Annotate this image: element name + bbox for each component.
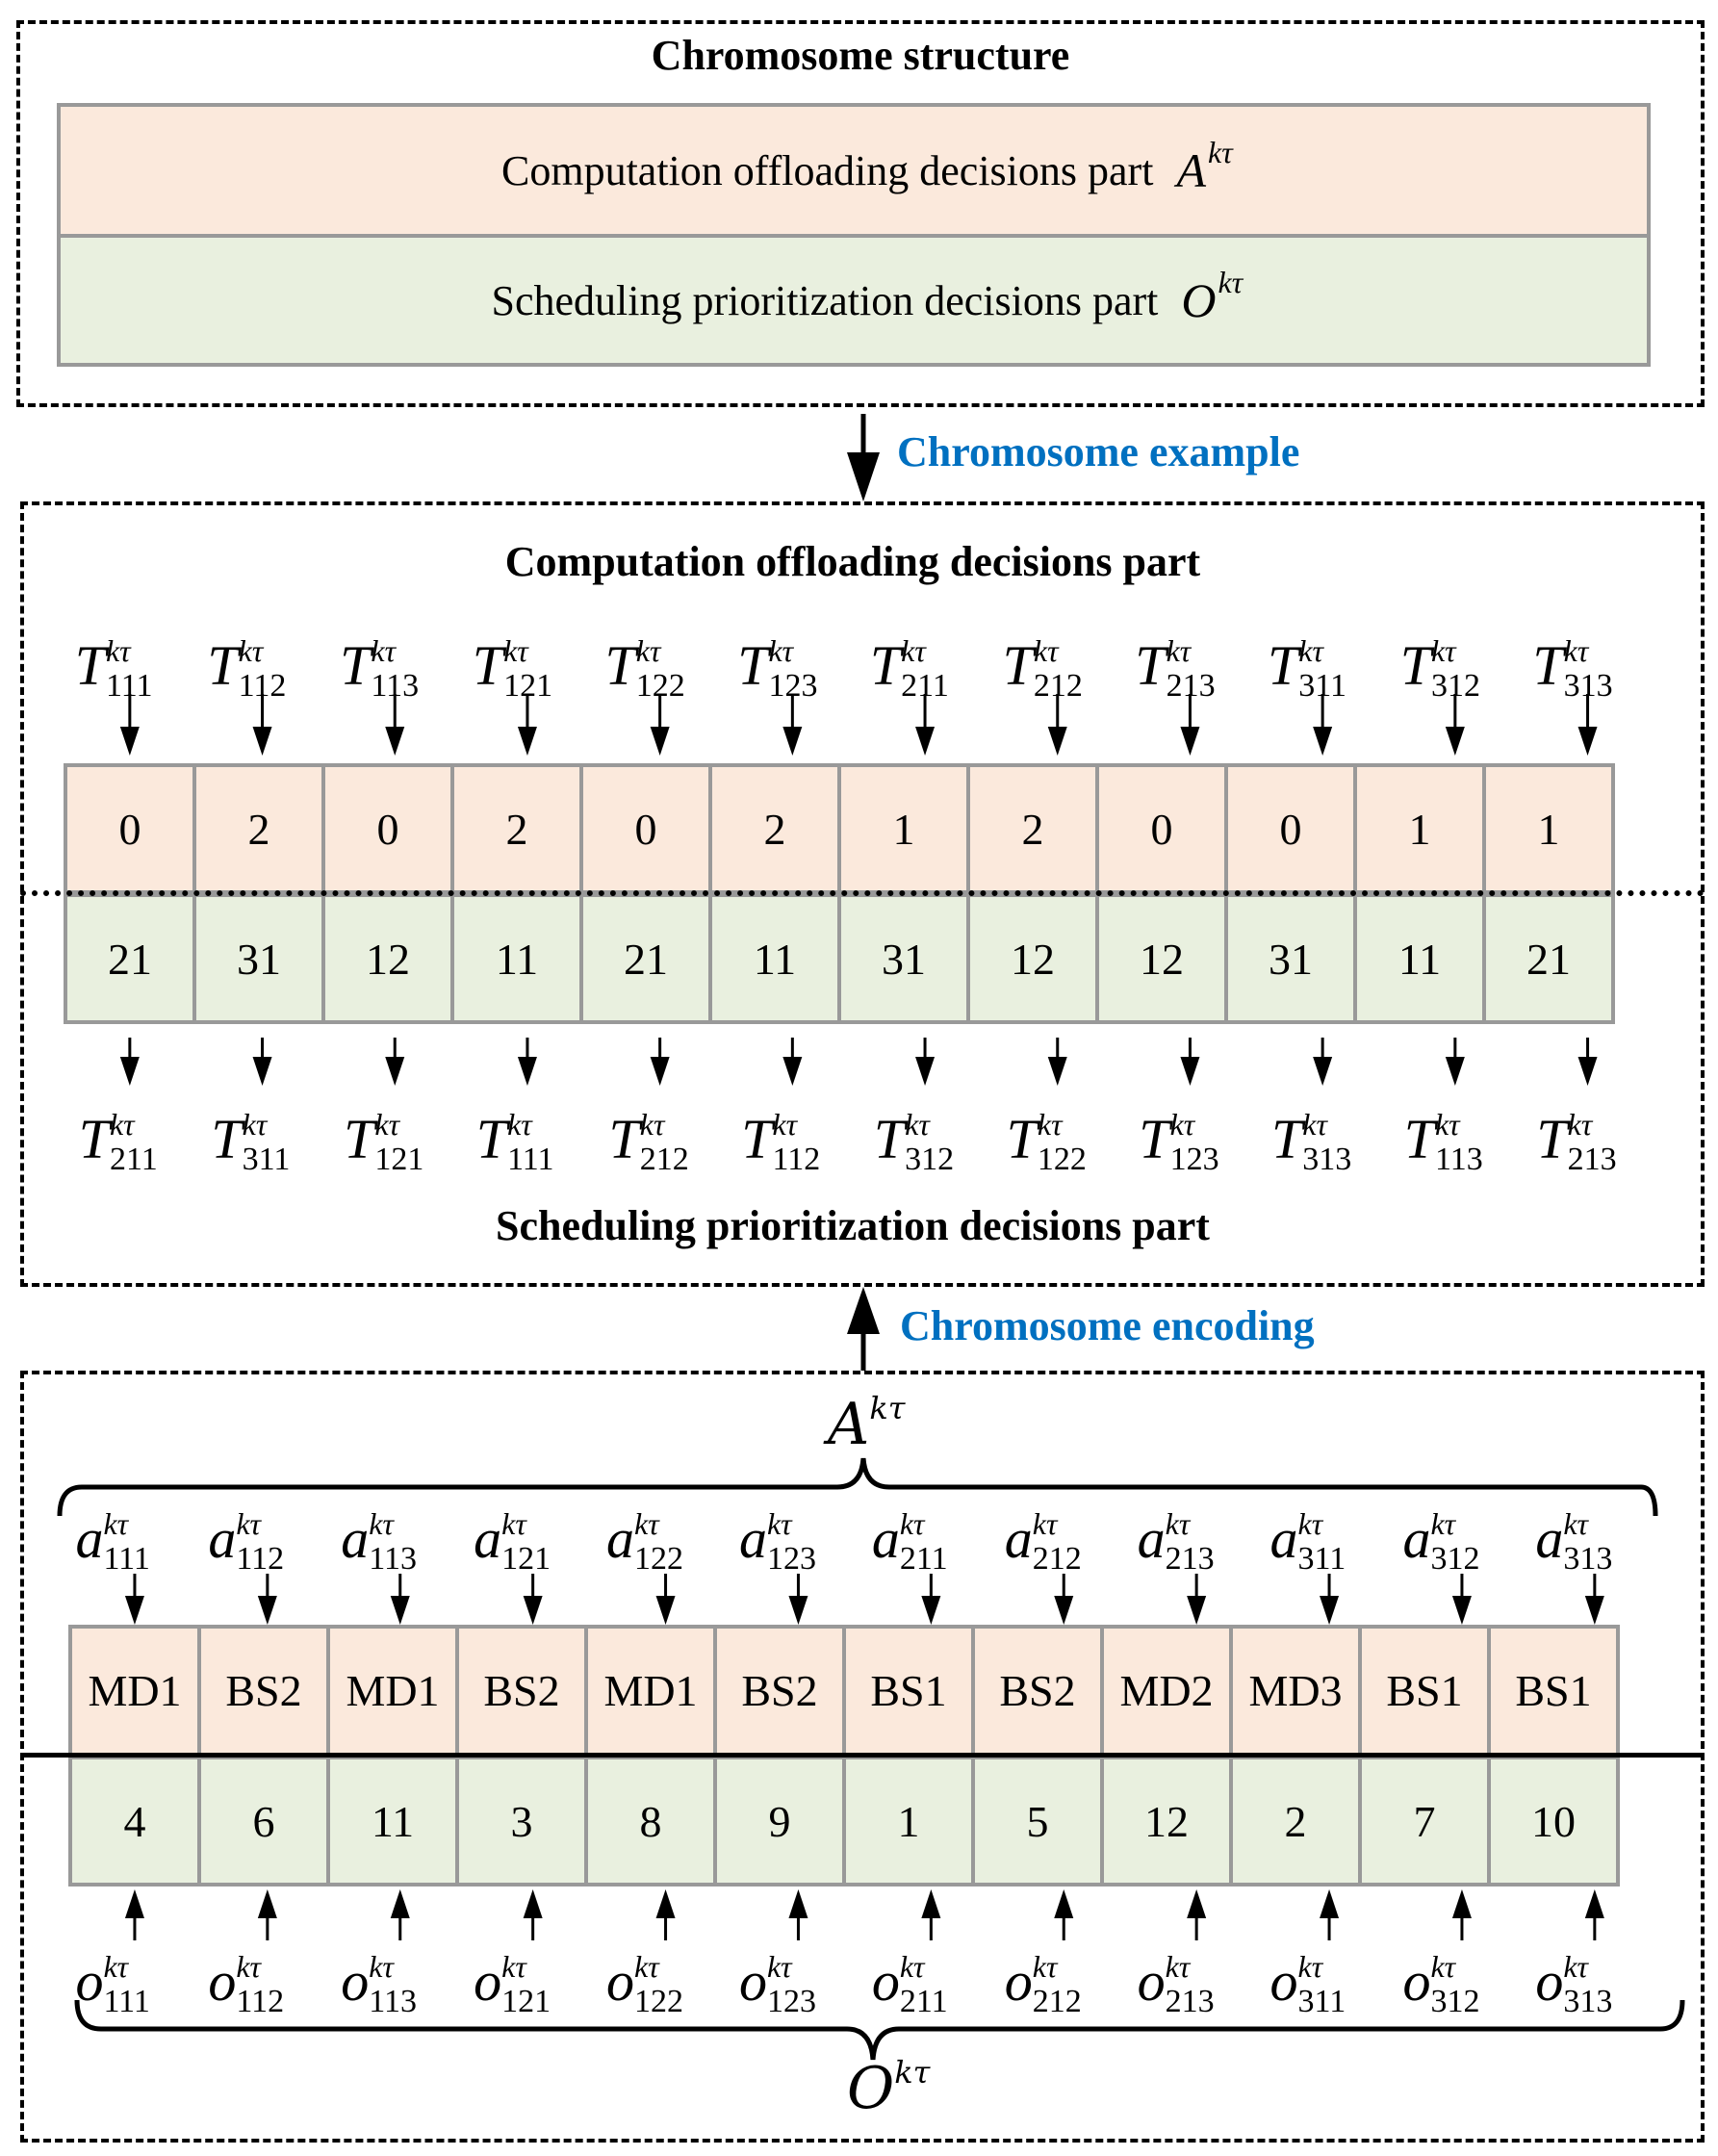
task-label: T kτ 113 xyxy=(1403,1107,1483,1177)
offloading-cell: 2 xyxy=(450,763,583,894)
offloading-set-symbol: $A^{k\tau}$ xyxy=(828,1390,906,1458)
offloading-cell: 0 xyxy=(321,763,454,894)
priority-cell: 31 xyxy=(1224,893,1357,1024)
priority-cell: 11 xyxy=(708,893,841,1024)
gene-label-a: a kτ 113 xyxy=(341,1506,417,1577)
task-label: T kτ 112 xyxy=(741,1107,821,1177)
scheduling-part-bar xyxy=(57,234,1651,367)
task-label: T kτ 123 xyxy=(737,633,818,704)
scheduling-part-label: Scheduling prioritization decisions part xyxy=(491,276,1159,324)
task-label: T kτ 211 xyxy=(78,1107,158,1177)
priority-order-cell: 11 xyxy=(326,1756,459,1886)
priority-order-cell: 6 xyxy=(197,1756,330,1886)
offloading-target-cell: BS1 xyxy=(842,1625,975,1757)
gene-label-a: a kτ 313 xyxy=(1535,1506,1613,1577)
offloading-target-cell: MD3 xyxy=(1229,1625,1362,1757)
priority-cell: 21 xyxy=(579,893,712,1024)
offloading-target-cell: MD1 xyxy=(584,1625,717,1757)
task-label: T kτ 112 xyxy=(207,633,287,704)
gene-label-a: a kτ 212 xyxy=(1004,1506,1082,1577)
task-label: T kτ 311 xyxy=(211,1107,291,1177)
gene-label-o: o kτ 113 xyxy=(341,1949,417,2019)
gene-label-a: a kτ 211 xyxy=(871,1506,948,1577)
structure-title: Chromosome structure xyxy=(651,32,1070,79)
row-divider xyxy=(20,890,1705,896)
gene-label-a: a kτ 311 xyxy=(1269,1506,1346,1577)
row-divider-solid xyxy=(20,1753,1705,1758)
gene-label-a: a kτ 112 xyxy=(208,1506,285,1577)
gene-label-a: a kτ 122 xyxy=(606,1506,684,1577)
gene-label-o: o kτ 313 xyxy=(1535,1949,1613,2019)
offloading-values-row xyxy=(64,763,1615,894)
chromosome-encoding-label: Chromosome encoding xyxy=(900,1302,1315,1349)
gene-label-a: a kτ 121 xyxy=(474,1506,551,1577)
gene-label-o: o kτ 122 xyxy=(606,1949,684,2019)
priority-order-cell: 3 xyxy=(455,1756,588,1886)
offloading-target-cell: MD1 xyxy=(68,1625,201,1757)
task-label: T kτ 122 xyxy=(1006,1107,1087,1177)
bottom-brace-icon xyxy=(0,0,1,1)
offloading-target-cell: BS2 xyxy=(713,1625,846,1757)
offloading-target-cell: BS2 xyxy=(197,1625,330,1757)
offloading-cell: 1 xyxy=(837,763,970,894)
offloading-part-symbol: A kτ xyxy=(1176,135,1233,197)
task-label: T kτ 121 xyxy=(472,633,553,704)
offloading-target-cell: BS1 xyxy=(1487,1625,1620,1757)
offloading-cell: 0 xyxy=(1224,763,1357,894)
gene-label-o: o kτ 111 xyxy=(75,1949,150,2019)
task-label: T kτ 111 xyxy=(475,1107,554,1177)
priority-cell: 31 xyxy=(192,893,325,1024)
task-label: T kτ 212 xyxy=(608,1107,689,1177)
gene-label-o: o kτ 212 xyxy=(1004,1949,1082,2019)
task-label: T kτ 122 xyxy=(604,633,685,704)
priority-order-cell: 7 xyxy=(1358,1756,1491,1886)
gene-label-o: o kτ 312 xyxy=(1402,1949,1480,2019)
priority-cell: 21 xyxy=(1482,893,1615,1024)
offloading-cell: 1 xyxy=(1482,763,1615,894)
offloading-targets-row xyxy=(68,1625,1620,1757)
offloading-target-cell: MD1 xyxy=(326,1625,459,1757)
priority-cell: 11 xyxy=(1353,893,1486,1024)
priority-cell: 21 xyxy=(64,893,196,1024)
gene-label-a: a kτ 123 xyxy=(738,1506,816,1577)
task-label: T kτ 312 xyxy=(1399,633,1480,704)
priority-cell: 31 xyxy=(837,893,970,1024)
example-scheduling-title: Scheduling prioritization decisions part xyxy=(496,1202,1210,1249)
gene-label-o: o kτ 211 xyxy=(871,1949,948,2019)
priority-orders-row xyxy=(68,1756,1620,1886)
task-label: T kτ 313 xyxy=(1271,1107,1352,1177)
gene-label-a: a kτ 312 xyxy=(1402,1506,1480,1577)
offloading-part-bar xyxy=(57,103,1651,238)
task-label: T kτ 113 xyxy=(340,633,420,704)
offloading-target-cell: BS2 xyxy=(455,1625,588,1757)
task-label: T kτ 311 xyxy=(1268,633,1347,704)
priority-cell: 12 xyxy=(321,893,454,1024)
offloading-cell: 0 xyxy=(64,763,196,894)
priority-set-symbol: $O^{k\tau}$ xyxy=(847,2054,931,2122)
task-label: T kτ 121 xyxy=(344,1107,424,1177)
offloading-cell: 2 xyxy=(192,763,325,894)
task-label: T kτ 123 xyxy=(1139,1107,1219,1177)
priority-cell: 12 xyxy=(1095,893,1228,1024)
priority-order-cell: 2 xyxy=(1229,1756,1362,1886)
task-label: T kτ 213 xyxy=(1135,633,1216,704)
priority-values-row xyxy=(64,893,1615,1024)
priority-order-cell: 10 xyxy=(1487,1756,1620,1886)
example-offloading-title: Computation offloading decisions part xyxy=(504,538,1201,585)
gene-label-o: o kτ 213 xyxy=(1137,1949,1215,2019)
priority-order-cell: 4 xyxy=(68,1756,201,1886)
offloading-cell: 0 xyxy=(1095,763,1228,894)
offloading-cell: 1 xyxy=(1353,763,1486,894)
gene-label-o: o kτ 121 xyxy=(474,1949,551,2019)
offloading-part-label: Computation offloading decisions part xyxy=(501,146,1154,194)
priority-order-cell: 12 xyxy=(1100,1756,1233,1886)
task-label: T kτ 211 xyxy=(869,633,949,704)
gene-label-o: o kτ 123 xyxy=(738,1949,816,2019)
scheduling-part-symbol: O kτ xyxy=(1181,265,1244,327)
gene-label-o: o kτ 112 xyxy=(208,1949,285,2019)
chromosome-example-label: Chromosome example xyxy=(897,428,1300,475)
priority-cell: 12 xyxy=(966,893,1099,1024)
task-label: T kτ 212 xyxy=(1002,633,1083,704)
task-label: T kτ 313 xyxy=(1532,633,1613,704)
priority-order-cell: 1 xyxy=(842,1756,975,1886)
task-label: T kτ 213 xyxy=(1536,1107,1617,1177)
priority-order-cell: 9 xyxy=(713,1756,846,1886)
offloading-target-cell: BS1 xyxy=(1358,1625,1491,1757)
offloading-cell: 2 xyxy=(966,763,1099,894)
gene-label-o: o kτ 311 xyxy=(1269,1949,1346,2019)
priority-order-cell: 8 xyxy=(584,1756,717,1886)
priority-order-cell: 5 xyxy=(971,1756,1104,1886)
gene-label-a: a kτ 213 xyxy=(1137,1506,1215,1577)
task-label: T kτ 111 xyxy=(74,633,153,704)
gene-label-a: a kτ 111 xyxy=(75,1506,150,1577)
offloading-target-cell: MD2 xyxy=(1100,1625,1233,1757)
offloading-target-cell: BS2 xyxy=(971,1625,1104,1757)
offloading-cell: 0 xyxy=(579,763,712,894)
priority-cell: 11 xyxy=(450,893,583,1024)
task-label: T kτ 312 xyxy=(873,1107,955,1177)
offloading-cell: 2 xyxy=(708,763,841,894)
